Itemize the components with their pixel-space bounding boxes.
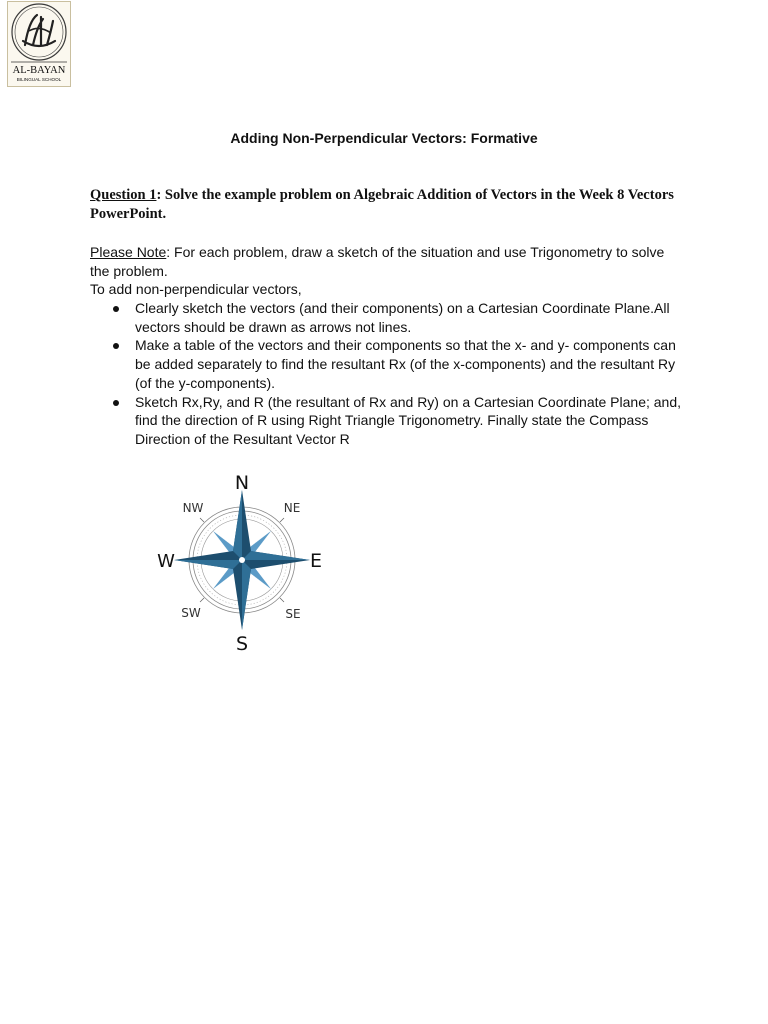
please-note <box>90 243 680 280</box>
list-item-text: Clearly sketch the vectors (and their components) on a Cartesian Coordinate Plane.All vectors should be drawn as arrows not lines. <box>135 300 670 335</box>
compass-label-se: SE <box>285 607 301 621</box>
bullet-icon <box>113 343 119 349</box>
list-item <box>90 299 690 336</box>
list-item-text: Make a table of the vectors and their components so that the x- and y- components can be added separately to find the resultant Rx (of the x-components) and the resultant Ry (of the y-components). <box>135 337 676 391</box>
note-label: Please Note <box>90 244 167 260</box>
question-text: : Solve the example problem on Algebraic Addition of Vectors in the Week 8 Vectors PowerPoint. <box>90 187 674 222</box>
note-text: : For each problem, draw a sketch of the situation and use Trigonometry to solve the problem. <box>90 244 665 279</box>
bullet-icon <box>113 400 119 406</box>
compass-label-nw: NW <box>182 501 204 515</box>
compass-label-w: W <box>157 551 175 572</box>
compass-label-sw: SW <box>181 606 201 620</box>
compass-label-ne: NE <box>283 501 301 515</box>
compass-label-e: E <box>309 550 323 572</box>
intro-text: To add non-perpendicular vectors, <box>90 281 302 297</box>
question-1 <box>90 186 680 223</box>
logo-text: AL-BAYAN <box>12 65 66 76</box>
list-item-text: Sketch Rx,Ry, and R (the resultant of Rx and Ry) on a Cartesian Coordinate Plane; and, find the direction of R using Right Triangle Trigonometry. Finally state the Compass Direction of the Resultant Vector R <box>135 393 682 447</box>
compass-label-s: S <box>235 633 249 655</box>
logo-subtext: BILINGUAL SCHOOL <box>16 77 62 82</box>
compass-label-n: N <box>234 472 250 494</box>
list-item <box>90 336 690 392</box>
page-title: Adding Non-Perpendicular Vectors: Formative <box>230 130 538 146</box>
question-label: Question 1 <box>90 187 157 203</box>
instruction-list <box>90 299 690 449</box>
school-logo <box>7 1 71 87</box>
compass-rose-icon <box>150 467 330 657</box>
bullet-icon <box>113 306 119 312</box>
list-item <box>90 393 690 449</box>
